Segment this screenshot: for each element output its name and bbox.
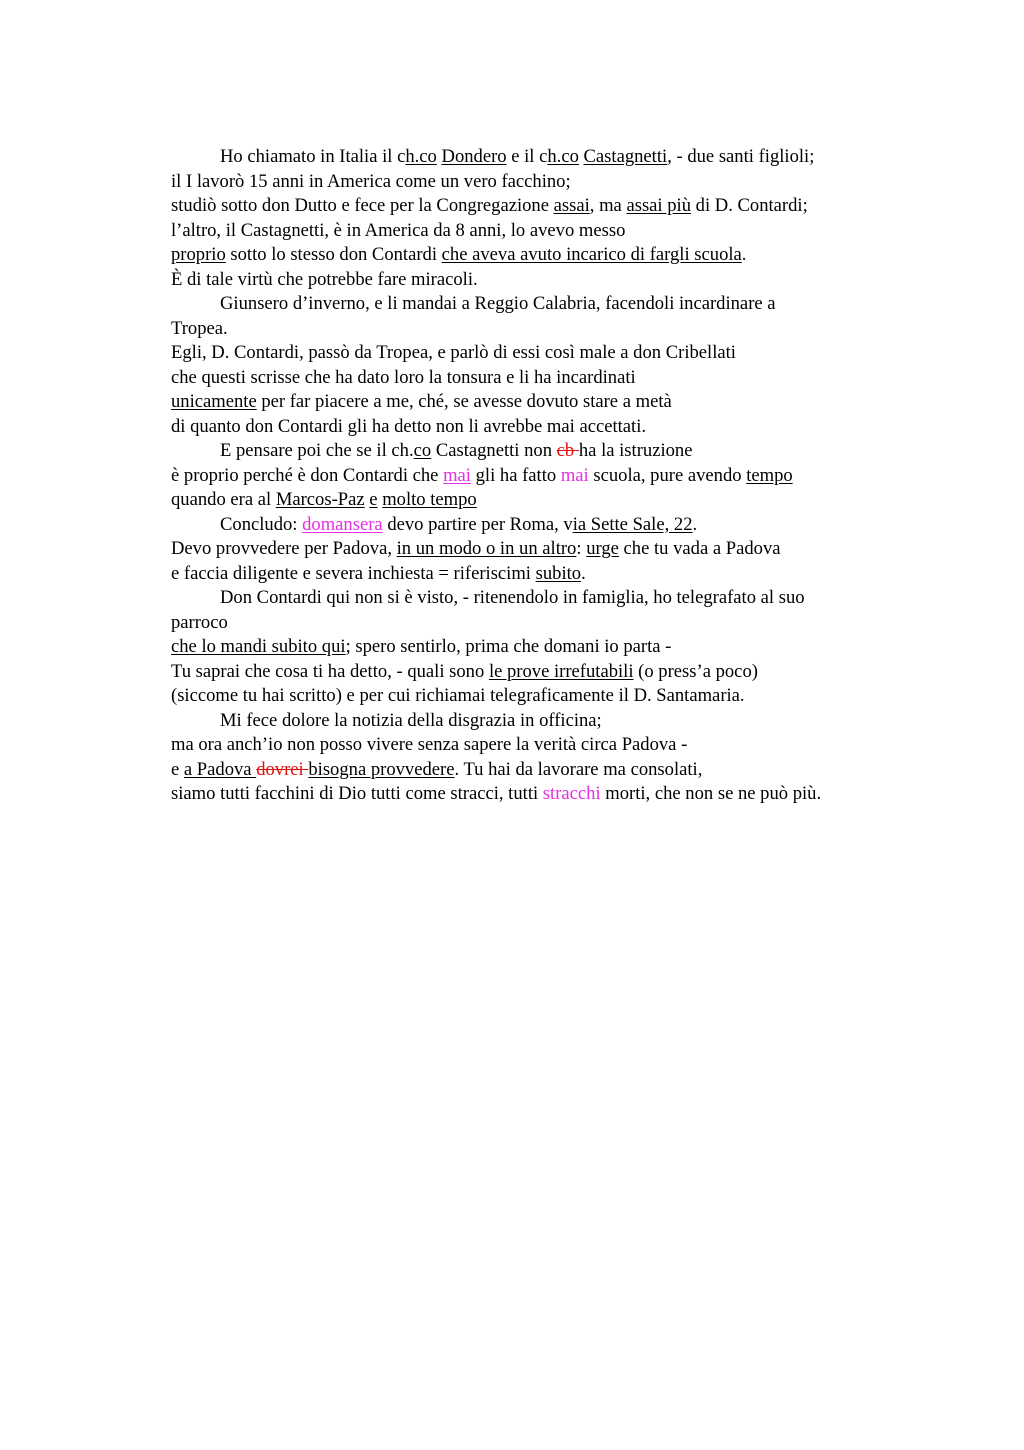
text-run: Egli, D. Contardi, passò da Tropea, e parlò di essi così male a don Cribellati: [171, 342, 736, 363]
text-run: ma ora anch’io non posso vivere senza sapere la verità circa Padova -: [171, 734, 688, 755]
underlined-text: Marcos-Paz: [275, 489, 365, 510]
text-run: ha la istruzione: [578, 440, 693, 461]
text-run: di quanto don Contardi gli ha detto non li avrebbe mai accettati.: [171, 415, 647, 437]
text-run: Ho chiamato in Italia il c: [220, 146, 406, 167]
text-run: E pensare poi che se il ch.: [220, 440, 414, 461]
text-run: scuola, pure avendo: [588, 464, 747, 486]
underlined-text: co: [413, 440, 432, 461]
underlined-text: h.co: [547, 146, 579, 167]
text-run: devo partire per Roma, v: [382, 513, 573, 535]
text-line: [171, 782, 971, 807]
text-run: il I lavorò 15 anni in America come un vero facchino;: [171, 170, 571, 192]
text-line: [171, 758, 971, 783]
underlined-text: le prove irrefutabili: [488, 660, 634, 682]
text-line: [171, 268, 971, 293]
struck-text: dovrei: [256, 758, 309, 780]
text-run: Devo provvedere per Padova,: [171, 538, 397, 559]
text-line: [171, 684, 971, 709]
text-line: [171, 292, 971, 317]
underlined-text: e: [369, 489, 378, 510]
text-run: Concludo:: [220, 513, 303, 535]
text-run: gli ha fatto: [470, 464, 561, 486]
text-line: [171, 341, 971, 366]
text-line: [171, 464, 971, 489]
text-run: e faccia diligente e severa inchiesta = riferiscimi: [171, 562, 536, 584]
underlined-text: assai più: [626, 195, 692, 216]
text-run: parroco: [171, 611, 228, 633]
text-run: che tu vada a Padova: [618, 538, 781, 559]
text-run: e: [171, 758, 184, 780]
text-line: [171, 439, 971, 464]
text-line: [171, 170, 971, 195]
text-line: [171, 660, 971, 685]
text-run: , - due santi figlioli;: [667, 146, 815, 167]
underlined-text: h.co: [405, 146, 437, 167]
text-run: Tropea.: [171, 317, 228, 339]
text-run: .: [741, 244, 747, 265]
underlined-text: bisogna provvedere: [308, 758, 455, 780]
text-run: studiò sotto don Dutto e fece per la Congregazione: [171, 195, 554, 216]
text-run: Castagnetti non: [431, 440, 557, 461]
underlined-text: unicamente: [171, 391, 257, 412]
text-run: che questi scrisse che ha dato loro la tonsura e li ha incardinati: [171, 366, 636, 388]
text-run: .: [581, 562, 586, 584]
text-line: [171, 513, 971, 538]
text-line: [171, 415, 971, 440]
text-line: [171, 488, 971, 513]
text-run: l’altro, il Castagnetti, è in America da 8 anni, lo avevo messo: [171, 219, 626, 241]
underlined-text: molto tempo: [382, 489, 477, 510]
text-run: quando era al: [171, 489, 276, 510]
text-run: .: [692, 513, 698, 535]
text-line: [171, 390, 971, 415]
text-run: siamo tutti facchini di Dio tutti come stracci, tutti: [171, 783, 543, 804]
text-line: [171, 586, 971, 611]
underlined-text: tempo: [746, 464, 793, 486]
underlined-text: a Padova: [183, 758, 257, 780]
text-run: e il c: [506, 146, 548, 167]
text-line: [171, 537, 971, 562]
struck-text: cb: [556, 440, 579, 461]
underlined-text: che aveva avuto incarico di fargli scuola: [441, 244, 742, 265]
text-run: sotto lo stesso don Contardi: [225, 244, 442, 265]
highlighted-text: mai: [560, 464, 589, 486]
text-line: [171, 194, 971, 219]
highlighted-underlined-text: mai: [443, 464, 471, 486]
text-run: È di tale virtù che potrebbe fare miracoli.: [171, 268, 478, 290]
text-run: , ma: [589, 195, 627, 216]
text-line: [171, 366, 971, 391]
text-run: è proprio perché è don Contardi che: [171, 464, 444, 486]
text-line: [171, 709, 971, 734]
underlined-text: che lo mandi subito qui: [171, 636, 346, 657]
text-run: :: [576, 538, 587, 559]
highlighted-underlined-text: domansera: [302, 513, 383, 535]
letter-body: [171, 145, 971, 807]
underlined-text: ia Sette Sale, 22: [572, 513, 693, 535]
underlined-text: proprio: [171, 244, 226, 265]
text-run: (o press’a poco): [633, 660, 758, 682]
text-run: Tu saprai che cosa ti ha detto, - quali sono: [171, 660, 489, 682]
text-run: Mi fece dolore la notizia della disgrazia in officina;: [220, 709, 602, 731]
text-line: [171, 562, 971, 587]
underlined-text: Castagnetti: [583, 146, 668, 167]
text-line: [171, 145, 971, 170]
text-line: [171, 219, 971, 244]
highlighted-text: stracchi: [542, 783, 601, 804]
underlined-text: Dondero: [441, 146, 507, 167]
underlined-text: urge: [586, 538, 619, 559]
text-run: di D. Contardi;: [691, 195, 808, 216]
text-line: [171, 635, 971, 660]
text-run: . Tu hai da lavorare ma consolati,: [454, 758, 703, 780]
text-run: per far piacere a me, ché, se avesse dovuto stare a metà: [256, 391, 672, 412]
text-line: [171, 611, 971, 636]
underlined-text: assai: [553, 195, 590, 216]
text-run: ; spero sentirlo, prima che domani io parta -: [345, 636, 672, 657]
text-line: [171, 317, 971, 342]
text-run: Giunsero d’inverno, e li mandai a Reggio Calabria, facendoli incardinare a: [220, 293, 776, 314]
underlined-text: in un modo o in un altro: [396, 538, 577, 559]
text-run: (siccome tu hai scritto) e per cui richiamai telegraficamente il D. Santamaria.: [171, 685, 745, 706]
underlined-text: subito: [535, 562, 582, 584]
text-line: [171, 243, 971, 268]
text-line: [171, 733, 971, 758]
text-run: morti, che non se ne può più.: [600, 783, 822, 804]
text-run: Don Contardi qui non si è visto, - ritenendolo in famiglia, ho telegrafato al suo: [220, 587, 805, 608]
